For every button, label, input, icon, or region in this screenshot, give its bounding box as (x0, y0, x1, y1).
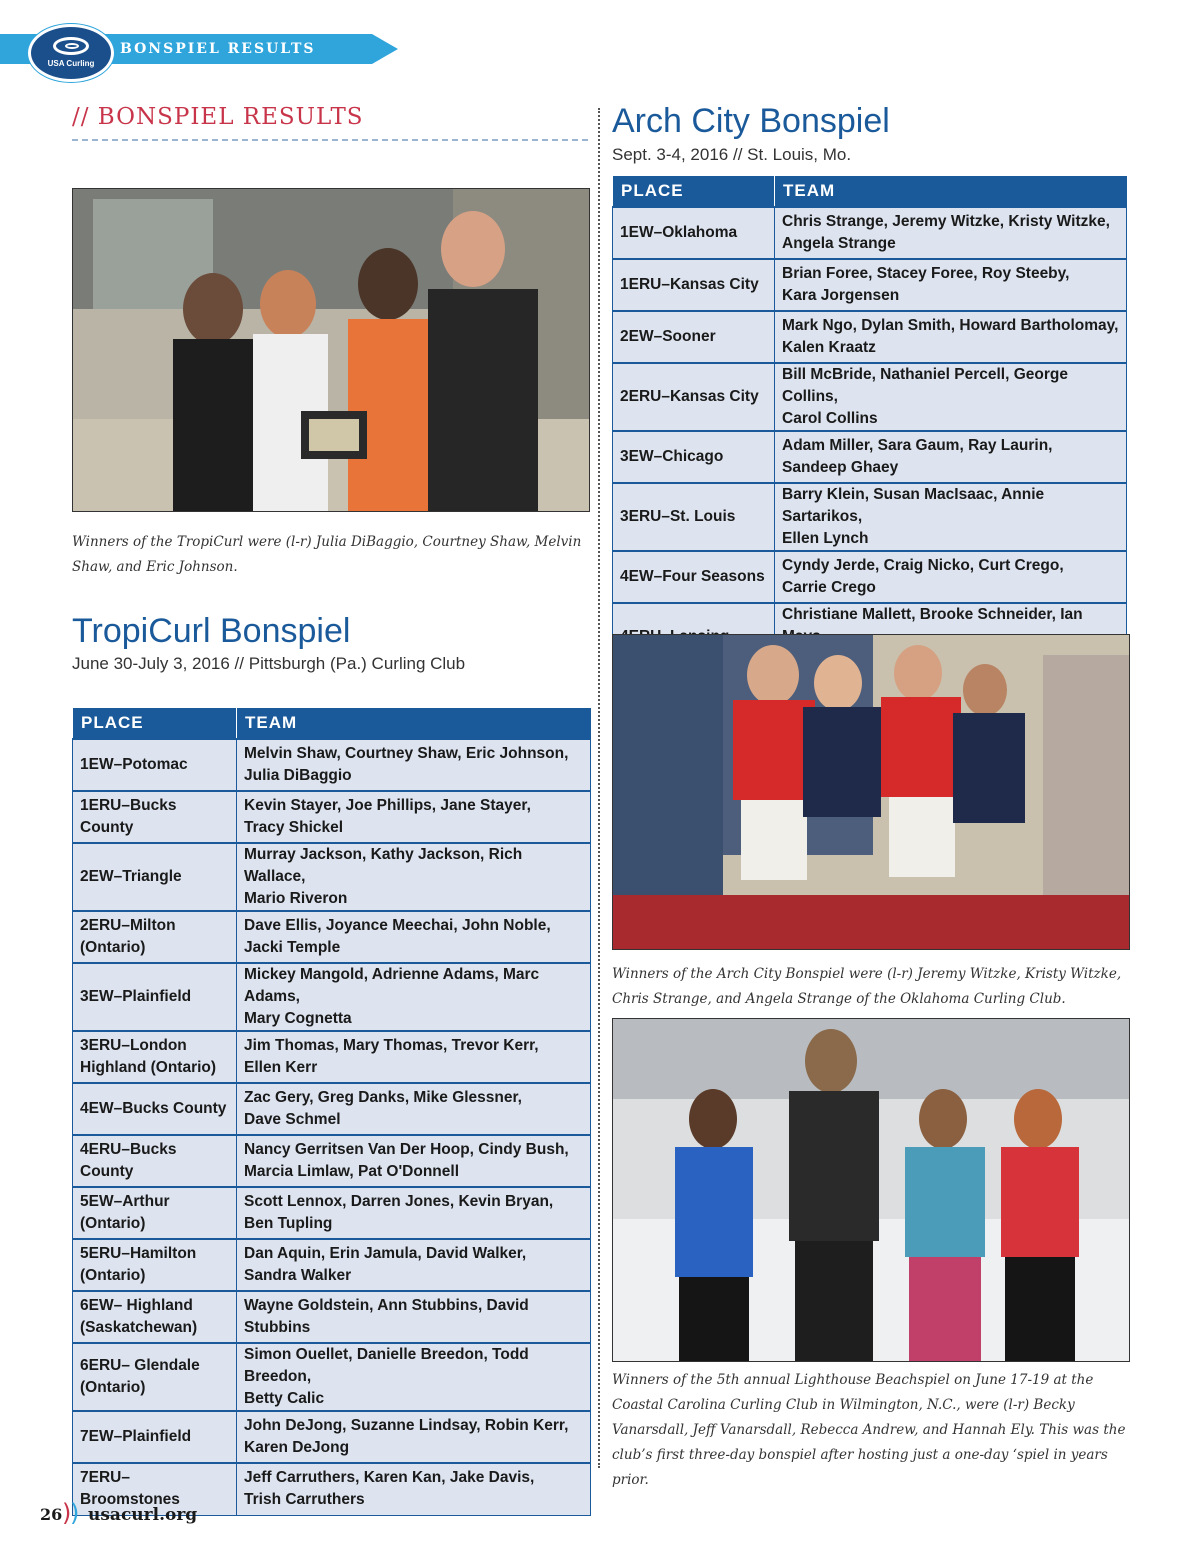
table-row (613, 311, 1127, 363)
place-cell: 1ERU–Kansas City (613, 259, 775, 311)
table-row (73, 1083, 591, 1135)
place-cell: 6EW– Highland (Saskatchewan) (73, 1291, 237, 1343)
tropicurl-subtitle: June 30-July 3, 2016 // Pittsburgh (Pa.) Curling Club (72, 654, 466, 673)
team-cell: Bill McBride, Nathaniel Percell, George Collins, Carol Collins (775, 363, 1127, 431)
team-cell: Jim Thomas, Mary Thomas, Trevor Kerr, Ellen Kerr (237, 1031, 591, 1083)
table-row (73, 1031, 591, 1083)
team-cell: Simon Ouellet, Danielle Breedon, Todd Breedon, Betty Calic (237, 1343, 591, 1411)
banner-title: BONSPIEL RESULTS (120, 41, 316, 57)
archcity-winners-photo (612, 634, 1130, 950)
team-cell: Mark Ngo, Dylan Smith, Howard Bartholomay, Kalen Kraatz (775, 311, 1127, 363)
place-cell: 2EW–Sooner (613, 311, 775, 363)
team-cell: Melvin Shaw, Courtney Shaw, Eric Johnson, Julia DiBaggio (237, 739, 591, 791)
footer-paren-blue: ) (70, 1499, 80, 1527)
team-cell: Murray Jackson, Kathy Jackson, Rich Wallace, Mario Riveron (237, 843, 591, 911)
section-divider (72, 139, 588, 141)
table-row (73, 1135, 591, 1187)
team-cell: Chris Strange, Jeremy Witzke, Kristy Witzke, Angela Strange (775, 207, 1127, 259)
place-cell: 7EW–Plainfield (73, 1411, 237, 1463)
place-cell: 3EW–Chicago (613, 431, 775, 483)
team-cell: Nancy Gerritsen Van Der Hoop, Cindy Bush, Marcia Limlaw, Pat O'Donnell (237, 1135, 591, 1187)
team-cell: Adam Miller, Sara Gaum, Ray Laurin, Sandeep Ghaey (775, 431, 1127, 483)
tropicurl-photo-caption: Winners of the TropiCurl were (l-r) Julia DiBaggio, Courtney Shaw, Melvin Shaw, and Eric Johnson. (72, 534, 582, 575)
place-cell: 7ERU–Broomstones (73, 1463, 237, 1515)
place-cell: 4EW–Bucks County (73, 1083, 237, 1135)
table-row (73, 1239, 591, 1291)
archcity-title: Arch City Bonspiel (612, 102, 890, 140)
team-cell: Dave Ellis, Joyance Meechai, John Noble, Jacki Temple (237, 911, 591, 963)
column-divider (598, 108, 600, 1468)
team-cell: Brian Foree, Stacey Foree, Roy Steeby, Kara Jorgensen (775, 259, 1127, 311)
place-cell: 1EW–Oklahoma (613, 207, 775, 259)
place-cell: 2ERU–Milton (Ontario) (73, 911, 237, 963)
tropicurl-title: TropiCurl Bonspiel (72, 612, 351, 650)
table-row (613, 363, 1127, 431)
archcity-results-table (612, 176, 1127, 671)
table-row (73, 843, 591, 911)
table-row (73, 911, 591, 963)
place-cell: 2ERU–Kansas City (613, 363, 775, 431)
footer-paren-red: ) (62, 1499, 72, 1527)
team-cell: Barry Klein, Susan MacIsaac, Annie Sartarikos, Ellen Lynch (775, 483, 1127, 551)
place-column-header: PLACE (613, 176, 775, 207)
team-column-header: TEAM (237, 708, 591, 739)
table-row (613, 483, 1127, 551)
tropicurl-results-table (72, 708, 591, 1516)
place-cell: 5ERU–Hamilton (Ontario) (73, 1239, 237, 1291)
page-number: 26 (40, 1505, 63, 1524)
table-row (73, 963, 591, 1031)
table-row (613, 431, 1127, 483)
place-cell: 1ERU–Bucks County (73, 791, 237, 843)
place-column-header: PLACE (73, 708, 237, 739)
team-cell: Scott Lennox, Darren Jones, Kevin Bryan, Ben Tupling (237, 1187, 591, 1239)
table-row (613, 551, 1127, 603)
section-label: // BONSPIEL RESULTS (72, 104, 364, 130)
table-row (73, 1291, 591, 1343)
team-cell: Jeff Carruthers, Karen Kan, Jake Davis, Trish Carruthers (237, 1463, 591, 1515)
team-cell: Cyndy Jerde, Craig Nicko, Curt Crego, Carrie Crego (775, 551, 1127, 603)
place-cell: 3EW–Plainfield (73, 963, 237, 1031)
table-row (73, 739, 591, 791)
team-cell: Kevin Stayer, Joe Phillips, Jane Stayer, Tracy Shickel (237, 791, 591, 843)
table-row (73, 791, 591, 843)
place-cell: 4ERU–Bucks County (73, 1135, 237, 1187)
team-cell: Wayne Goldstein, Ann Stubbins, David Stubbins (237, 1291, 591, 1343)
place-cell: 5EW–Arthur (Ontario) (73, 1187, 237, 1239)
table-row (73, 1187, 591, 1239)
beachspiel-photo-caption: Winners of the 5th annual Lighthouse Beachspiel on June 17-19 at the Coastal Carolina Curling Club in Wilmington, N.C., were (l-r) Becky Vanarsdall, Jeff Vanarsdall, Rebecca Andrew, and Hannah Ely. This was the club’s first three-day bonspiel after hosting just a one-day ‘spiel in years prior. (612, 1372, 1126, 1488)
team-column-header: TEAM (775, 176, 1127, 207)
archcity-subtitle: Sept. 3-4, 2016 // St. Louis, Mo. (612, 145, 852, 164)
logo-text: USA Curling (47, 59, 95, 68)
team-cell: Dan Aquin, Erin Jamula, David Walker, Sandra Walker (237, 1239, 591, 1291)
table-header-row (73, 708, 591, 739)
team-cell: Zac Gery, Greg Danks, Mike Glessner, Dave Schmel (237, 1083, 591, 1135)
beachspiel-winners-photo (612, 1018, 1130, 1362)
team-cell: Mickey Mangold, Adrienne Adams, Marc Adams, Mary Cognetta (237, 963, 591, 1031)
place-cell: 2EW–Triangle (73, 843, 237, 911)
table-header-row (613, 176, 1127, 207)
usa-curling-logo (28, 24, 114, 82)
archcity-photo-caption: Winners of the Arch City Bonspiel were (l-r) Jeremy Witzke, Kristy Witzke, Chris Strange, and Angela Strange of the Oklahoma Curling Club. (612, 966, 1122, 1007)
place-cell: 3ERU–St. Louis (613, 483, 775, 551)
place-cell: 3ERU–London Highland (Ontario) (73, 1031, 237, 1083)
team-cell: Christiane Mallett, Brooke Schneider, Ian (775, 603, 1127, 671)
table-row (613, 207, 1127, 259)
curling-stone-icon (53, 37, 89, 55)
footer-url: usacurl.org (88, 1505, 198, 1525)
table-row (73, 1411, 591, 1463)
place-cell: 4EW–Four Seasons (613, 551, 775, 603)
tropicurl-winners-photo (72, 188, 590, 512)
table-row (73, 1343, 591, 1411)
table-row (613, 259, 1127, 311)
place-cell: 1EW–Potomac (73, 739, 237, 791)
team-cell: John DeJong, Suzanne Lindsay, Robin Kerr, Karen DeJong (237, 1411, 591, 1463)
place-cell: 6ERU– Glendale (Ontario) (73, 1343, 237, 1411)
